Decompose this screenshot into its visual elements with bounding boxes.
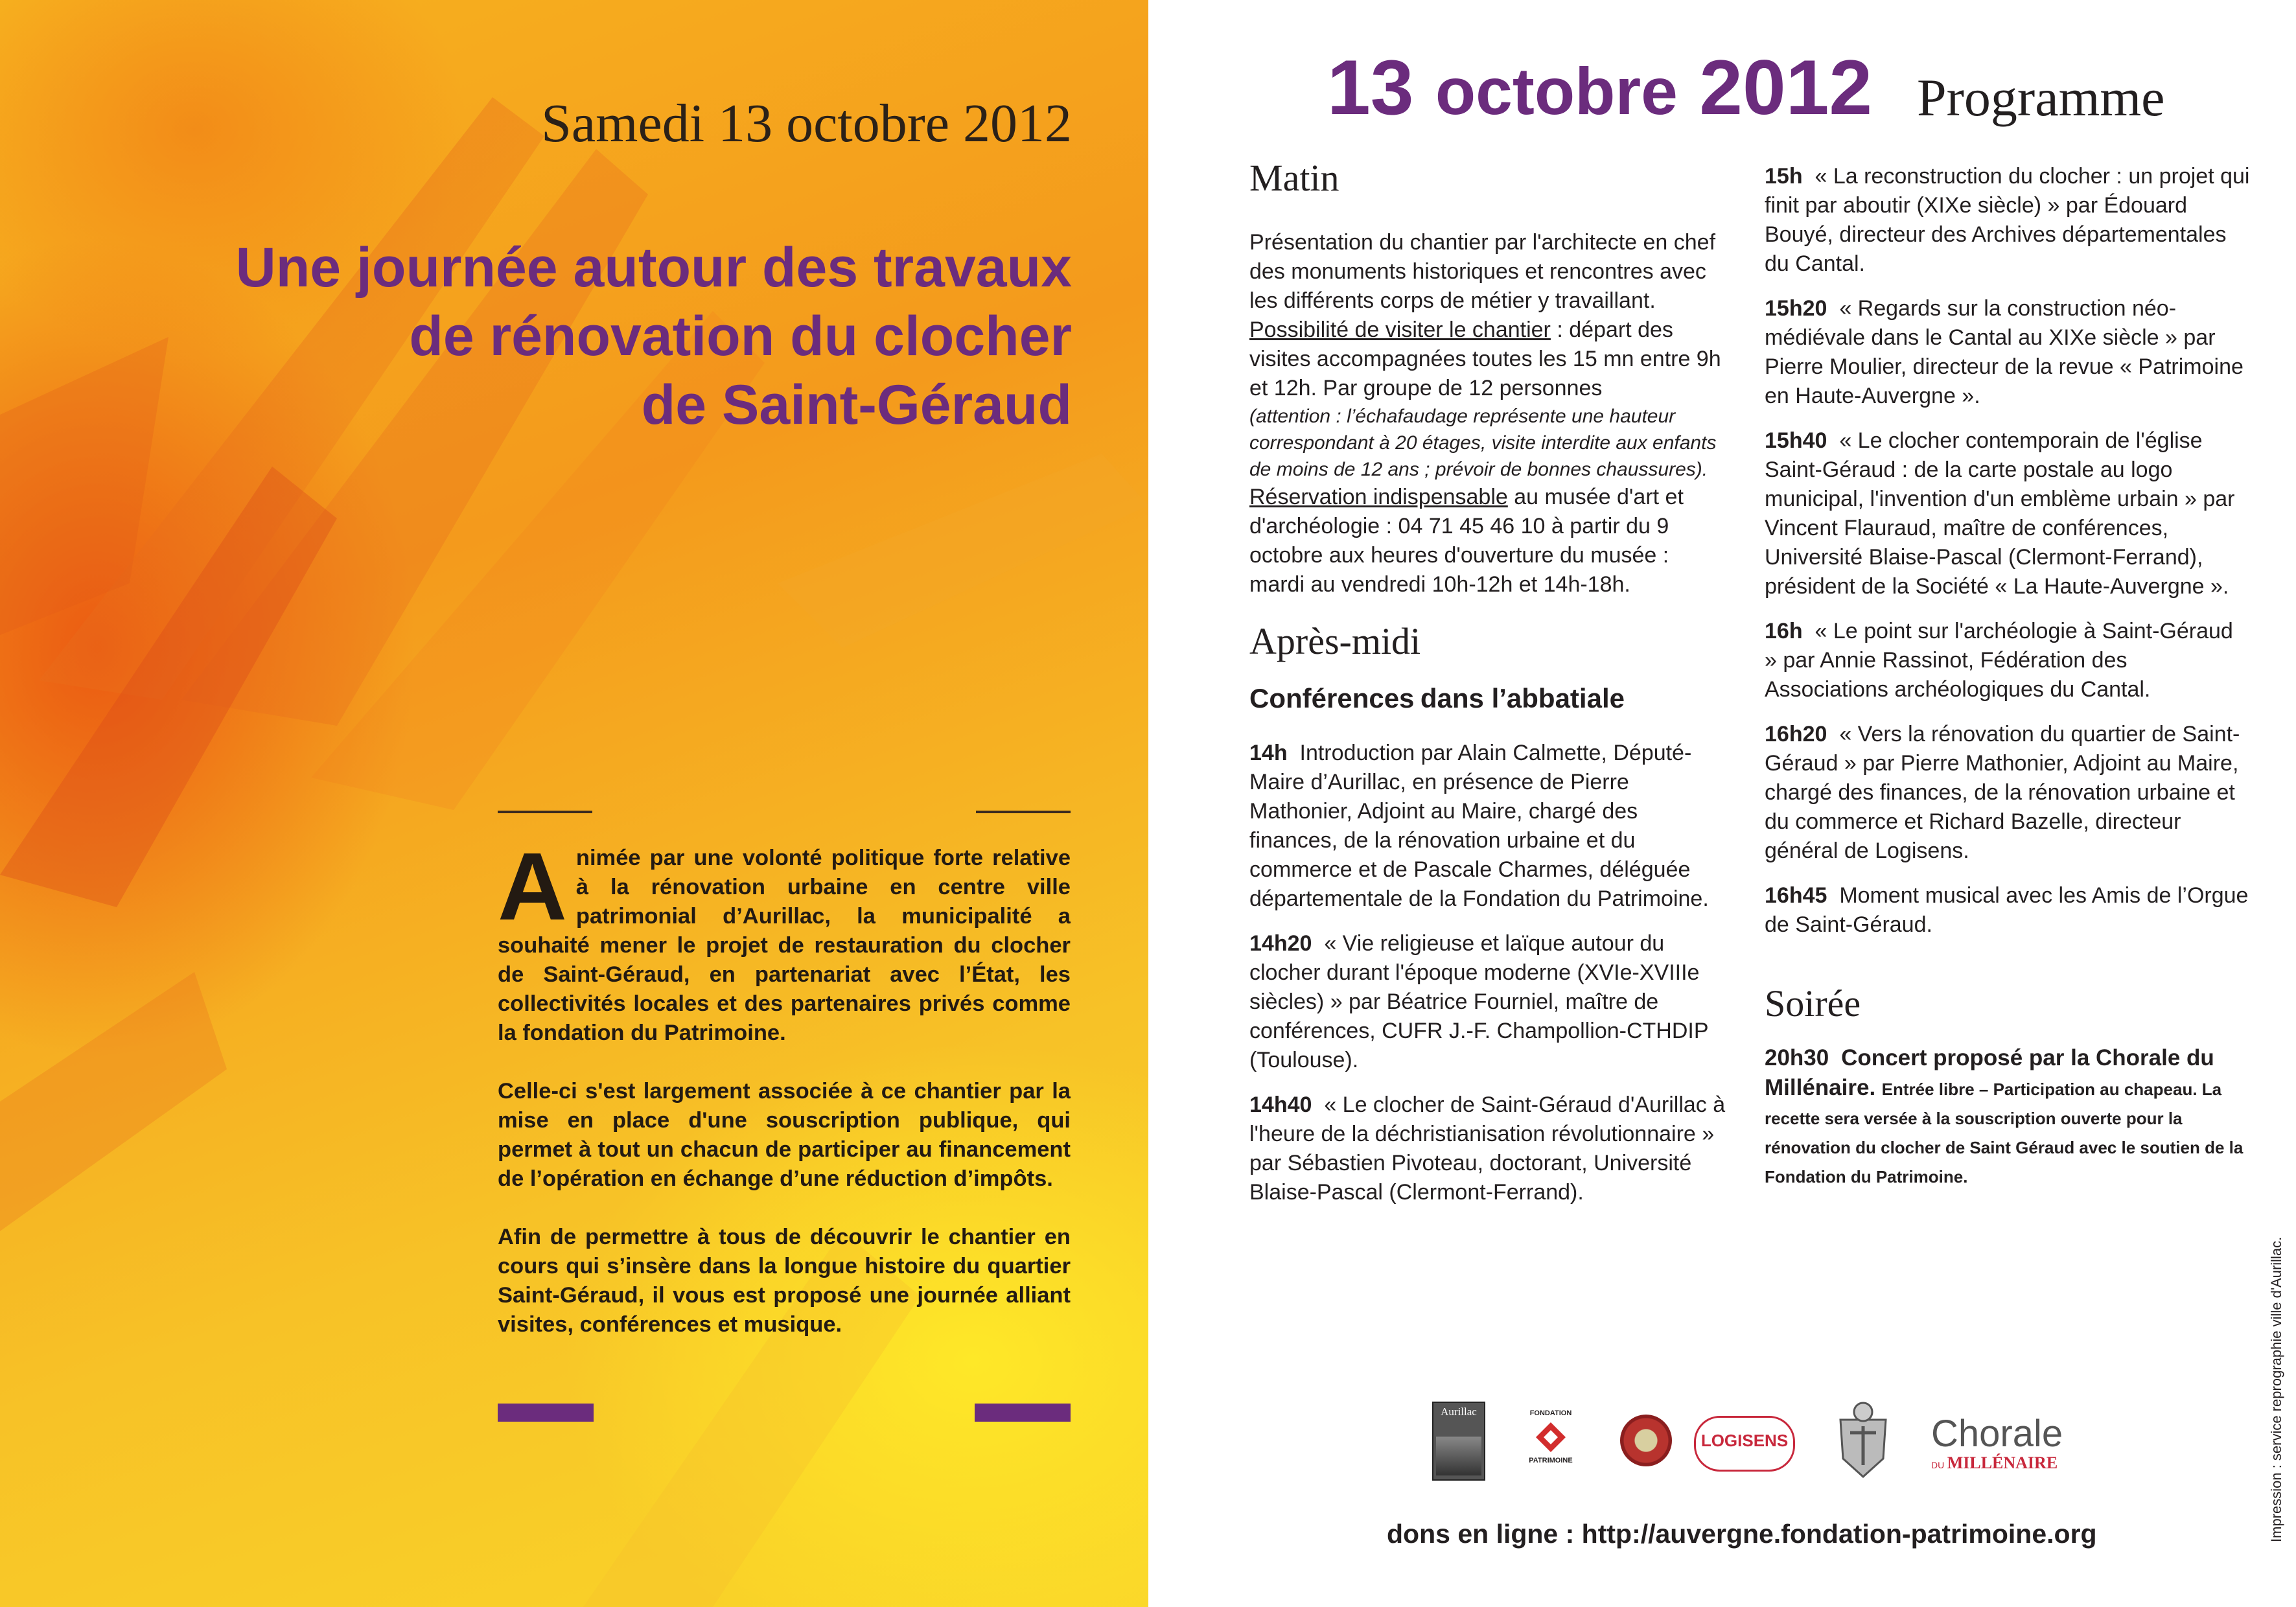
drop-cap: A — [498, 833, 567, 940]
matin-visit: Possibilité de visiter le chantier : départ des visites accompagnées toutes les 15 mn entre 9h et 12h. Par groupe de 12 personnes — [1249, 318, 1721, 400]
partner-logos — [1432, 1396, 2106, 1487]
fondation-patrimoine-logo: FONDATION PATRIMOINE — [1529, 1409, 1573, 1464]
matin-intro: Présentation du chantier par l'architecte en chef des monuments historiques et rencontres avec les différents corps de métier y travaillant. — [1249, 230, 1716, 313]
soiree-concert: 20h30 Concert proposé par la Chorale du Millénaire. Entrée libre – Participation au chapeau. La recette sera versée à la souscription ouverte pour la rénovation du clocher de Saint Géraud avec le soutien de la Fondation du Patrimoine. — [1765, 1045, 2244, 1186]
program-item: 14h Introduction par Alain Calmette, Député-Maire d’Aurillac, en présence de Pierre Mathonier, Adjoint au Maire, chargé des finances, de la rénovation urbaine et du commerce et de Pascale Charmes, déléguée départementale de la Fondation du Patrimoine. — [1249, 741, 1709, 911]
event-date: Samedi 13 octobre 2012 — [541, 93, 1072, 154]
intro-paragraph-3: Afin de permettre à tous de découvrir le chantier en cours qui s’insère dans la longue histoire du quartier Saint-Géraud, il vous est proposé une journée alliant visites, conférences et musique. — [498, 1225, 1071, 1337]
program-item: 16h45 Moment musical avec les Amis de l’Orgue de Saint-Géraud. — [1765, 883, 2249, 937]
purple-bar-left — [498, 1404, 594, 1422]
program-column-1 — [1249, 156, 1729, 1223]
program-item: 14h20 « Vie religieuse et laïque autour du clocher durant l'époque moderne (XVIe-XVIIIe siècles) » par Béatrice Fourniel, maître de conférences, CUFR J.-F. Champollion-CTHDIP (Toulouse). — [1249, 931, 1708, 1072]
headline-line-1: Une journée autour des travaux — [235, 237, 1072, 299]
crest-logo — [1827, 1400, 1899, 1481]
seal-logo — [1620, 1415, 1672, 1466]
intro-paragraph-1: Animée par une volonté politique forte relative à la rénovation urbaine en centre ville patrimonial d’Aurillac, la municipalité a souhaité mener le projet de restauration du clocher de Saint-Géraud, en partenariat avec l’État, les collectivités locales et des partenaires privés comme la fondation du Patrimoine. — [498, 833, 1071, 1045]
divider-left — [498, 811, 592, 813]
headline — [100, 233, 1072, 439]
matin-warning: (attention : l’échafaudage représente une hauteur correspondant à 20 étages, visite interdite aux enfants de moins de 12 ans ; prévoir de bonnes chaussures). — [1249, 406, 1717, 480]
imprint-credit: Impression : service reprographie ville d'Aurillac. — [2268, 1236, 2284, 1542]
program-item: 16h20 « Vers la rénovation du quartier de Saint-Géraud » par Pierre Mathonier, Adjoint au Maire, chargé des finances, de la rénovation urbaine et du commerce et Richard Bazelle, directeur général de Logisens. — [1765, 722, 2240, 863]
program-item: 15h20 « Regards sur la construction néo-médiévale dans le Cantal au XIXe siècle » par Pierre Moulier, directeur de la revue « Patrimoine en Haute-Auvergne ». — [1765, 296, 2244, 408]
program-item: 14h40 « Le clocher de Saint-Géraud d'Aurillac à l'heure de la déchristianisation révolutionnaire » par Sébastien Pivoteau, doctorant, Université Blaise-Pascal (Clermont-Ferrand). — [1249, 1093, 1726, 1205]
headline-line-3: de Saint-Géraud — [641, 374, 1072, 436]
purple-bar-right — [975, 1404, 1071, 1422]
conferences-heading: Conférences dans l’abbatiale — [1249, 683, 1625, 713]
program-column-2 — [1765, 162, 2251, 1190]
intro-text — [498, 833, 1071, 1369]
donation-url[interactable]: dons en ligne : http://auvergne.fondation-patrimoine.org — [1387, 1519, 2097, 1549]
heading-soiree: Soirée — [1765, 982, 1861, 1024]
aurillac-logo: Aurillac — [1432, 1402, 1485, 1481]
headline-line-2: de rénovation du clocher — [409, 305, 1072, 367]
heading-apres-midi: Après-midi — [1249, 620, 1421, 662]
program-date: 13 octobre 2012 — [1327, 44, 1873, 131]
chorale-millenaire-logo: Chorale DU MILLÉNAIRE — [1931, 1413, 2063, 1472]
program-label: Programme — [1917, 68, 2165, 127]
intro-paragraph-2: Celle-ci s'est largement associée à ce chantier par la mise en place d'une souscription publique, qui permet à tout un chacun de participer au financement de l’opération en échange d’une réduction d’impôts. — [498, 1079, 1071, 1191]
program-item: 15h40 « Le clocher contemporain de l'église Saint-Géraud : de la carte postale au logo municipal, l'invention d'un emblème urbain » par Vincent Flauraud, maître de conférences, Université Blaise-Pascal (Clermont-Ferrand), président de la Société « La Haute-Auvergne ». — [1765, 428, 2235, 599]
crest-icon — [1827, 1400, 1899, 1481]
fondation-diamond-icon — [1535, 1421, 1567, 1453]
divider-right — [976, 811, 1071, 813]
heading-matin: Matin — [1249, 157, 1339, 199]
matin-reservation: Réservation indispensable au musée d'art et d'archéologie : 04 71 45 46 10 à partir du 9 octobre aux heures d'ouverture du musée : mardi au vendredi 10h-12h et 14h-18h. — [1249, 485, 1684, 597]
logisens-logo: LOGISENS — [1694, 1416, 1795, 1472]
program-item: 15h « La reconstruction du clocher : un projet qui finit par aboutir (XIXe siècle) » par Édouard Bouyé, directeur des Archives départementales du Cantal. — [1765, 164, 2250, 276]
program-item: 16h « Le point sur l'archéologie à Saint-Géraud » par Annie Rassinot, Fédération des Associations archéologiques du Cantal. — [1765, 619, 2233, 702]
